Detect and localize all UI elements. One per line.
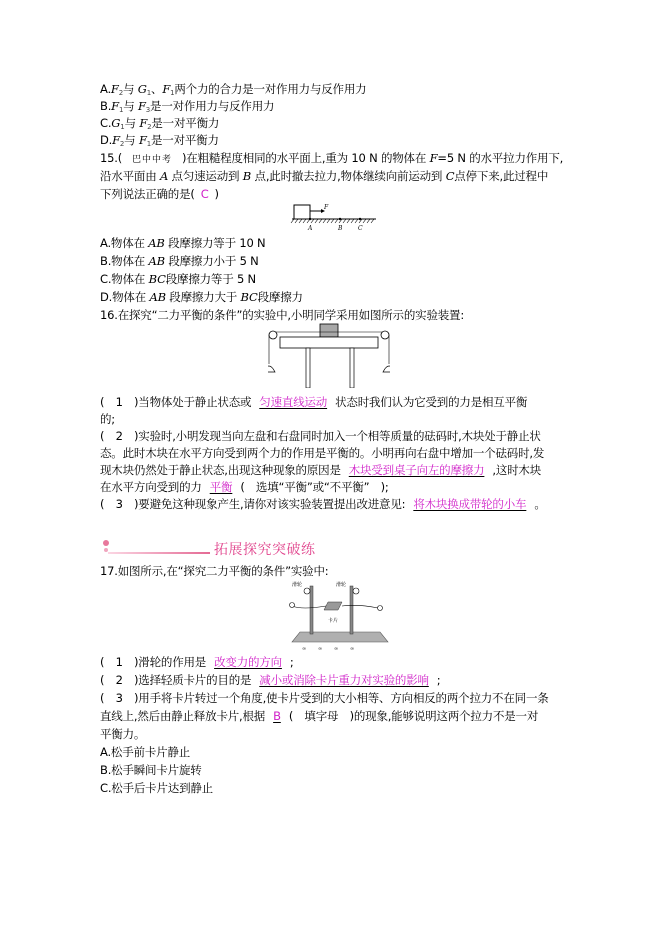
text: =5 N 的水平拉力作用下, bbox=[437, 151, 564, 165]
symbol: F bbox=[112, 133, 120, 147]
symbol: AB bbox=[149, 290, 166, 304]
answer-text: C bbox=[200, 187, 209, 201]
option-label: C. bbox=[100, 116, 112, 130]
text: ; bbox=[289, 655, 294, 669]
hatch-mark bbox=[311, 219, 314, 223]
q16-part3 bbox=[100, 496, 546, 512]
text: 点停下来,此过程中 bbox=[454, 169, 549, 183]
q16-part1-cont: 的; bbox=[100, 412, 115, 426]
subscript: 1 bbox=[120, 123, 125, 131]
q16-part2-line3 bbox=[100, 462, 541, 478]
q15-stem-line1 bbox=[100, 150, 563, 168]
q17-part3-line3: 平衡力。 bbox=[100, 727, 146, 741]
q16-part2-line1: ( 2 )实验时,小明发现当向左盘和右盘同时加入一个相等质量的砝码时,木块处于静止状 bbox=[100, 429, 541, 443]
question-source: 巴中中考 bbox=[131, 155, 172, 165]
text: 与 bbox=[124, 133, 139, 147]
symbol: B bbox=[242, 169, 252, 183]
hatch-mark bbox=[323, 219, 326, 223]
text: 在水平方向受到的力 bbox=[100, 480, 202, 494]
svg-text:∞: ∞ bbox=[334, 646, 339, 650]
text: 是一对平衡力 bbox=[150, 133, 219, 147]
force-label: F bbox=[324, 204, 329, 211]
q15-stem-line3 bbox=[100, 186, 219, 202]
text: 沿水平面由 bbox=[100, 169, 160, 183]
right-pulley-icon bbox=[381, 331, 389, 339]
subscript: 2 bbox=[119, 140, 125, 148]
q17-option-a: A.松手前卡片静止 bbox=[100, 745, 191, 759]
symbol: AB bbox=[148, 236, 165, 250]
text: B.物体在 bbox=[100, 254, 149, 268]
base-board bbox=[292, 632, 388, 642]
hatch-mark bbox=[351, 219, 354, 223]
symbol: G bbox=[111, 116, 121, 130]
hatch-mark bbox=[295, 219, 298, 223]
left-hook-icon bbox=[290, 603, 295, 608]
hatch-mark bbox=[355, 219, 358, 223]
right-pulley-icon bbox=[353, 588, 359, 594]
text: 、 bbox=[151, 82, 163, 96]
right-hook-icon bbox=[378, 606, 383, 611]
text: ( 1 )滑轮的作用是 bbox=[100, 655, 207, 669]
text: 两个力的合力是一对作用力与反作用力 bbox=[174, 82, 367, 96]
point-a-label: A bbox=[308, 225, 313, 231]
question-number: 15.( bbox=[100, 151, 122, 165]
text: ( 2 )选择轻质卡片的目的是 bbox=[100, 673, 252, 687]
q17-option-b: B.松手瞬间卡片旋转 bbox=[100, 763, 202, 777]
text: C.物体在 bbox=[100, 272, 149, 286]
q16-figure bbox=[268, 322, 390, 388]
svg-text:∞: ∞ bbox=[350, 646, 355, 650]
answer-blank: 平衡 bbox=[209, 480, 233, 494]
text: D.物体在 bbox=[100, 290, 150, 304]
q15-option-a bbox=[100, 235, 265, 251]
hatch-mark bbox=[315, 219, 318, 223]
option-label: B. bbox=[100, 99, 112, 113]
symbol: F bbox=[137, 99, 146, 113]
text: ) bbox=[214, 187, 219, 201]
q16-part2-line2: 态。此时木块在水平方向受到两个力的作用是平衡的。小明再向右盘中增加一个砝码时,发 bbox=[100, 446, 545, 460]
subscript: 3 bbox=[145, 106, 151, 114]
section-heading bbox=[100, 537, 360, 559]
text: ( 3 )要避免这种现象产生,请你对该实验装置提出改进意见: bbox=[100, 497, 406, 511]
table-top bbox=[280, 337, 378, 348]
text: 段摩擦力 bbox=[257, 290, 303, 304]
q16-intro: 16.在探究“二力平衡的条件”的实验中,小明同学采用如图所示的实验装置: bbox=[100, 308, 465, 322]
subscript: 1 bbox=[170, 89, 175, 97]
weights bbox=[302, 646, 354, 650]
symbol: A bbox=[159, 169, 169, 183]
text: 下列说法正确的是( bbox=[100, 187, 195, 201]
answer-blank: 木块受到桌子向左的摩擦力 bbox=[348, 463, 485, 477]
answer-blank: 将木块换成带轮的小车 bbox=[413, 497, 527, 511]
hatch-mark bbox=[327, 219, 330, 223]
text: )在粗糙程度相同的水平面上,重为 10 N 的物体在 bbox=[182, 151, 430, 165]
text: 是一对平衡力 bbox=[151, 116, 220, 130]
symbol: BC bbox=[148, 272, 166, 286]
hatch-mark bbox=[371, 219, 374, 223]
decoration-dot bbox=[103, 540, 109, 546]
hatch-mark bbox=[303, 219, 306, 223]
q17-figure bbox=[288, 580, 398, 650]
subscript: 1 bbox=[146, 89, 151, 97]
text: ; bbox=[436, 673, 441, 687]
text: 段摩擦力小于 5 N bbox=[164, 254, 259, 268]
hatch-mark bbox=[367, 219, 370, 223]
svg-text:∞: ∞ bbox=[318, 646, 323, 650]
symbol: BC bbox=[240, 290, 258, 304]
subscript: 1 bbox=[118, 106, 124, 114]
symbol: F bbox=[162, 82, 171, 96]
text: 段摩擦力等于 10 N bbox=[164, 236, 266, 250]
option-label: D. bbox=[100, 133, 113, 147]
symbol: AB bbox=[148, 254, 165, 268]
text: 与 bbox=[123, 99, 138, 113]
symbol: F bbox=[429, 151, 438, 165]
text: 直线上,然后由静止释放卡片,根据 bbox=[100, 709, 266, 723]
text: 与 bbox=[124, 116, 140, 130]
text: 段摩擦力大于 bbox=[165, 290, 241, 304]
left-post bbox=[310, 586, 313, 634]
text: 点匀速运动到 bbox=[168, 169, 243, 183]
q15-option-d bbox=[100, 289, 303, 305]
text: ,这时木块 bbox=[492, 463, 542, 477]
symbol: F bbox=[138, 133, 147, 147]
text: ( 1 )当物体处于静止状态或 bbox=[100, 395, 252, 409]
q17-option-c: C.松手后卡片达到静止 bbox=[100, 781, 213, 795]
pulley-label-right: 滑轮 bbox=[336, 582, 347, 588]
hatch-mark bbox=[291, 219, 294, 223]
answer-blank: 减小或消除卡片重力对实验的影响 bbox=[259, 673, 429, 687]
text: 段摩擦力等于 5 N bbox=[165, 272, 256, 286]
hatch-mark bbox=[343, 219, 346, 223]
point-b bbox=[339, 218, 341, 220]
answer-blank: B bbox=[273, 709, 281, 723]
text: 点,此时撤去拉力,物体继续向前运动到 bbox=[251, 169, 446, 183]
table-leg-right bbox=[350, 348, 354, 388]
ground-hatching bbox=[291, 219, 374, 223]
hatch-mark bbox=[335, 219, 338, 223]
text: 。 bbox=[534, 497, 546, 511]
subscript: 2 bbox=[147, 123, 152, 131]
point-b-label: B bbox=[338, 225, 343, 231]
text: 现木块仍然处于静止状态,出现这种现象的原因是 bbox=[100, 463, 341, 477]
pulley-label-left: 滑轮 bbox=[292, 582, 303, 588]
text: 与 bbox=[122, 82, 138, 96]
text: ( 填字母 )的现象,能够说明这两个拉力不是一对 bbox=[288, 709, 539, 723]
symbol: G bbox=[137, 82, 147, 96]
option-label: A. bbox=[100, 82, 111, 96]
text: 是一对作用力与反作用力 bbox=[150, 99, 275, 113]
symbol: F bbox=[110, 82, 119, 96]
text: ( 选填“平衡”或“不平衡” ); bbox=[240, 480, 389, 494]
left-pulley-icon bbox=[304, 588, 310, 594]
q15-option-b bbox=[100, 253, 259, 269]
q16-part2-line4 bbox=[100, 479, 389, 495]
table-leg-left bbox=[306, 348, 310, 388]
right-pan-icon bbox=[383, 366, 390, 372]
symbol: C bbox=[445, 169, 455, 183]
text: 状态时我们认为它受到的力是相互平衡 bbox=[335, 395, 528, 409]
answer-blank: 匀速直线运动 bbox=[259, 395, 328, 409]
q17-part2 bbox=[100, 672, 440, 688]
answer-blank: 改变力的方向 bbox=[214, 655, 282, 669]
wooden-block bbox=[320, 324, 338, 337]
point-c bbox=[359, 218, 361, 220]
symbol: F bbox=[139, 116, 148, 130]
decoration-bar bbox=[108, 552, 210, 554]
hatch-mark bbox=[299, 219, 302, 223]
left-pulley-icon bbox=[269, 331, 277, 339]
hatch-mark bbox=[363, 219, 366, 223]
q15-figure bbox=[290, 203, 390, 231]
section-title: 拓展探究突破练 bbox=[214, 542, 316, 558]
q17-intro: 17.如图所示,在“探究二力平衡的条件”实验中: bbox=[100, 564, 329, 578]
q16-part1 bbox=[100, 394, 527, 410]
svg-text:∞: ∞ bbox=[302, 646, 307, 650]
q14-option-d bbox=[100, 132, 219, 152]
left-pan-icon bbox=[268, 366, 275, 372]
symbol: F bbox=[111, 99, 119, 113]
q17-part1 bbox=[100, 654, 294, 670]
subscript: 1 bbox=[146, 140, 151, 148]
block bbox=[294, 205, 310, 219]
point-a bbox=[309, 218, 311, 220]
q17-part3-line2 bbox=[100, 708, 538, 724]
q15-stem-line2 bbox=[100, 168, 548, 184]
right-post bbox=[350, 586, 353, 634]
hatch-mark bbox=[347, 219, 350, 223]
hatch-mark bbox=[331, 219, 334, 223]
card bbox=[324, 602, 342, 610]
hatch-mark bbox=[319, 219, 322, 223]
subscript: 2 bbox=[118, 89, 123, 97]
text: A.物体在 bbox=[100, 236, 149, 250]
point-c-label: C bbox=[358, 225, 363, 231]
q15-option-c bbox=[100, 271, 256, 287]
card-label: 卡片 bbox=[328, 618, 339, 624]
q17-part3-line1: ( 3 )用手将卡片转过一个角度,使卡片受到的大小相等、方向相反的两个拉力不在同一条 bbox=[100, 691, 549, 705]
